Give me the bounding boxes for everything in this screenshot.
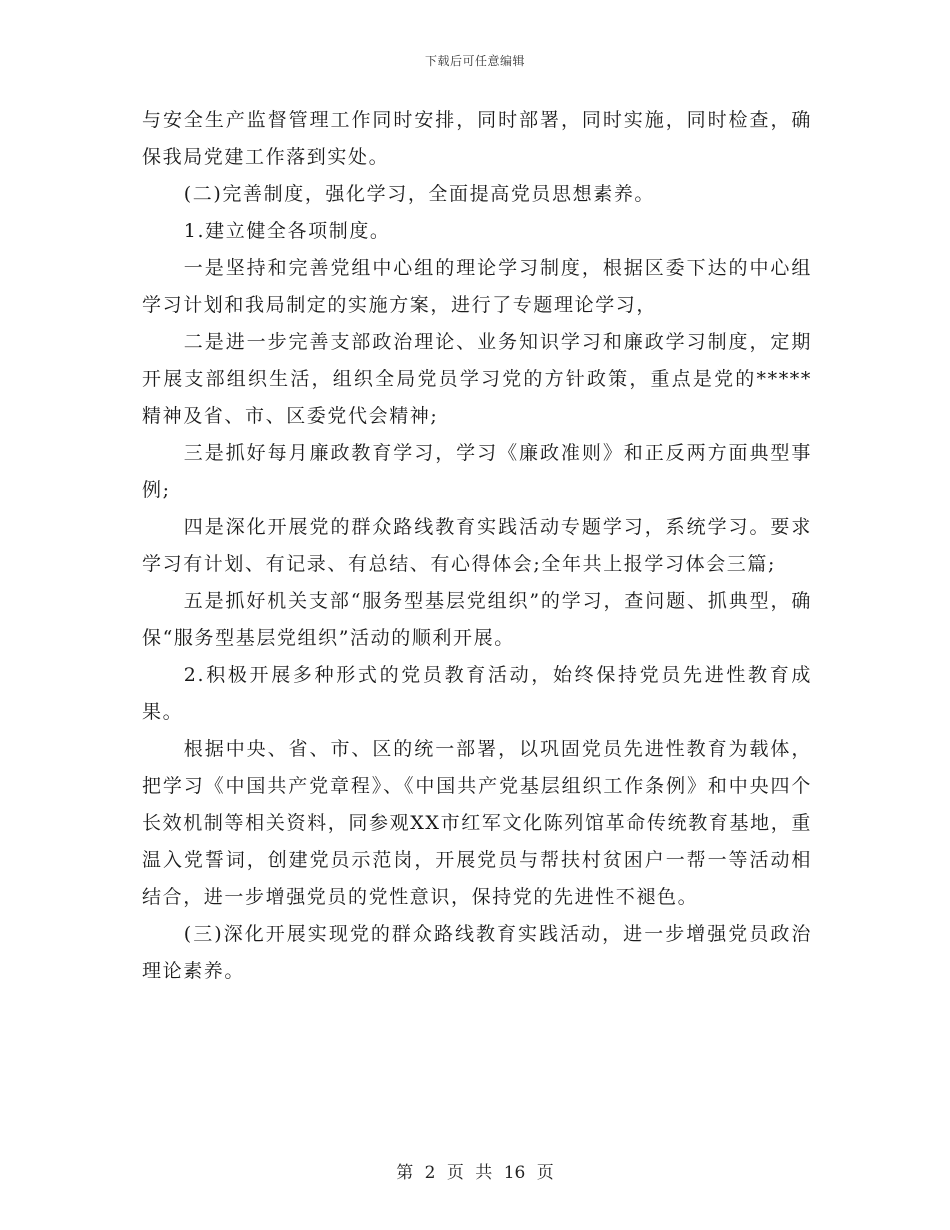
section-heading: (三)深化开展实现党的群众路线教育实践活动，进一步增强党员政治理论素养。	[142, 923, 812, 982]
section-heading: (二)完善制度，强化学习，全面提高党员思想素养。	[183, 183, 656, 205]
paragraph: 根据中央、省、市、区的统一部署，以巩固党员先进性教育为载体，把学习《中国共产党章程》、《中国共产党基层组织工作条例》和中央四个长效机制等相关资料，同参观XX市红军文化陈列馆革命传统教育基地，重温入党誓词，创建党员示范岗，开展党员与帮扶村贫困户一帮一等活动相结合，进一步增强党员的党性意识，保持党的先进性不褪色。	[142, 738, 812, 908]
paragraph: 与安全生产监督管理工作同时安排，同时部署，同时实施，同时检查，确保我局党建工作落到实处。	[142, 109, 812, 168]
paragraph: 一是坚持和完善党组中心组的理论学习制度，根据区委下达的中心组学习计划和我局制定的实施方案，进行了专题理论学习，	[142, 257, 812, 316]
paragraph: 五是抓好机关支部“服务型基层党组织”的学习，查问题、抓典型，确保“服务型基层党组织”活动的顺利开展。	[142, 590, 812, 649]
paragraph: 四是深化开展党的群众路线教育实践活动专题学习，系统学习。要求学习有计划、有记录、有总结、有心得体会;全年共上报学习体会三篇;	[142, 516, 812, 575]
page-footer: 第 2 页 共 16 页	[396, 1163, 554, 1183]
document-body	[142, 102, 812, 990]
subsection-heading: 1.建立健全各项制度。	[183, 220, 391, 242]
subsection-heading: 2.积极开展多种形式的党员教育活动，始终保持党员先进性教育成果。	[142, 664, 812, 723]
page-header: 下载后可任意编辑	[424, 54, 525, 68]
paragraph: 二是进一步完善支部政治理论、业务知识学习和廉政学习制度，定期开展支部组织生活，组织全局党员学习党的方针政策，重点是党的*****精神及省、市、区委党代会精神;	[142, 331, 812, 427]
paragraph: 三是抓好每月廉政教育学习，学习《廉政准则》和正反两方面典型事例;	[142, 442, 812, 501]
